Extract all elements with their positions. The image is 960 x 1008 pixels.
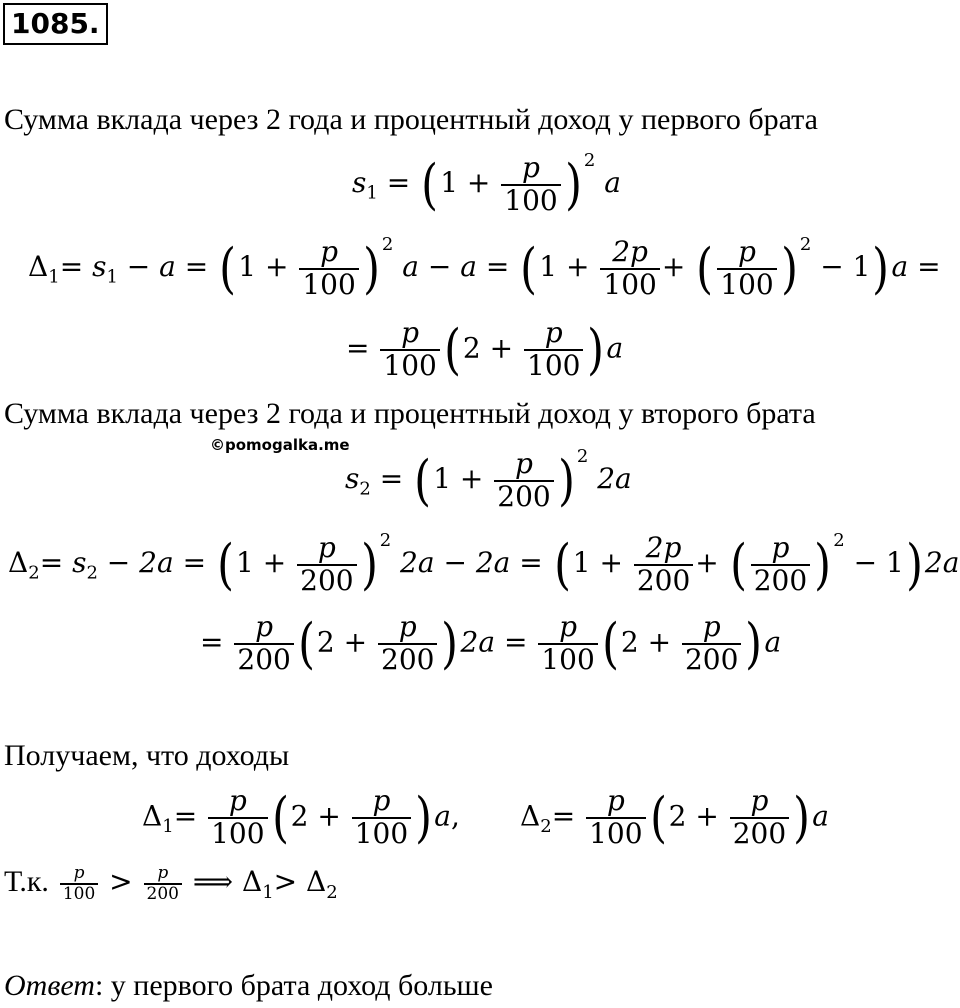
formula-delta1-result: = $\frac{p}{100}$ (2 + $\frac{p}{100}$ )a	[346, 316, 624, 382]
conclusion-intro: Получаем, что доходы	[4, 739, 290, 772]
formula-delta1-expand: $\Delta_1= s_1 - a = (1$ + $\frac{p}{100}$ ) $^2$ a − a = (1 + $\frac{2p}{100}$ + ( $\frac{p}{100}$ ) $^2$ − 1)a =	[28, 234, 941, 301]
formula-delta2-expand: $\Delta_2= s_2 - 2a = (1$ + $\frac{p}{200}$ ) $^2$ 2a − 2a = (1 + $\frac{2p}{200}$ + ( $\frac{p}{200}$ ) $^2$ − 1)2a	[8, 530, 960, 597]
formula-delta1-final: $\Delta_1=$ $\frac{p}{100}$ (2 + $\frac{p}{100}$ )a,	[142, 784, 460, 850]
answer-text: : у первого брата доход больше	[94, 969, 493, 1002]
answer-label: Ответ	[4, 969, 95, 1002]
answer-line	[4, 968, 493, 1004]
formula-s1: $s_1 = (1$ + $\frac{p}{100}$ ) $^2$ a	[352, 150, 621, 217]
formula-s2: $s_2 = (1$ + $\frac{p}{200}$ ) $^2$ 2a	[345, 446, 632, 513]
comparison-line: Т.к. $\frac{p}{100}$ > $\frac{p}{200}$ ⟹ $\Delta_1> \Delta_2$	[4, 863, 338, 904]
formula-delta2-final: $\Delta_2=$ $\frac{p}{100}$ (2 + $\frac{p}{200}$ )a	[520, 784, 829, 850]
formula-delta2-result: = $\frac{p}{200}$ (2 + $\frac{p}{200}$ )2a = $\frac{p}{100}$ (2 + $\frac{p}{200}$ )a	[200, 610, 782, 676]
intro-second-brother: Сумма вклада через 2 года и процентный доход у второго брата	[4, 397, 816, 430]
intro-first-brother: Сумма вклада через 2 года и процентный доход у первого брата	[4, 103, 818, 136]
problem-number: 1085.	[3, 3, 108, 45]
watermark: ©pomogalka.me	[210, 436, 350, 454]
